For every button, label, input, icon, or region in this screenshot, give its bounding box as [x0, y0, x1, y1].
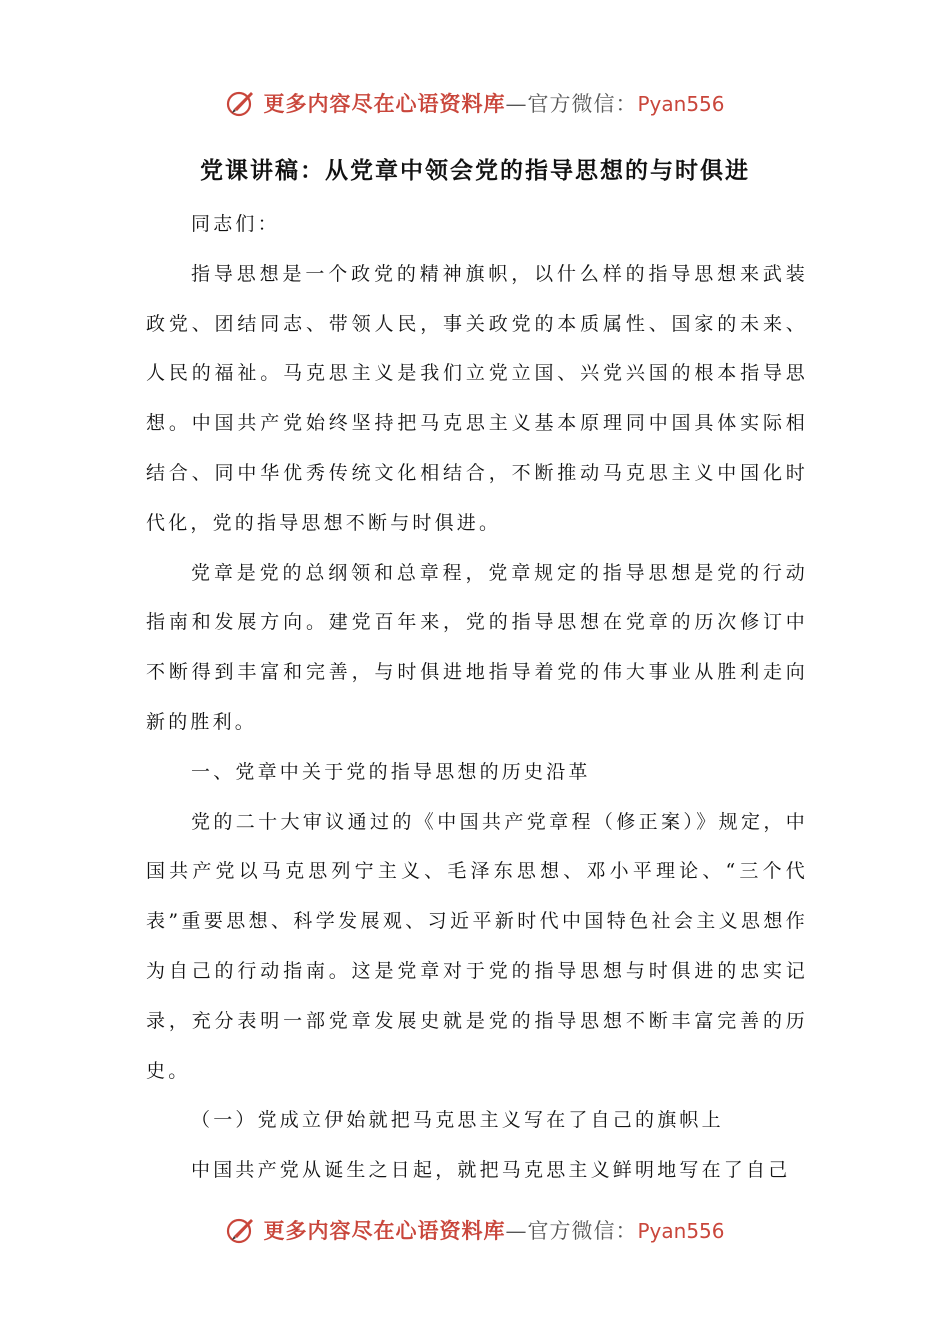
section-heading: 一、党章中关于党的指导思想的历史沿革: [191, 760, 591, 783]
greeting: 同志们：: [191, 213, 280, 235]
paragraph: 党的二十大审议通过的《中国共产党章程（修正案）》规定，中国共产党以马克思列宁主义、毛泽东思想、邓小平理论、“三个代表”重要思想、科学发展观、习近平新时代中国特色社会主义思想作为自己的行动指南。这是党章对于党的指导思想与时俱进的忠实记录，充分表明一部党章发展史就是党的指导思想不断丰富完善的历史。: [146, 810, 808, 1082]
watermark-main-text: 更多内容尽在心语资料库: [263, 91, 506, 116]
watermark-label: 官方微信：: [527, 1219, 638, 1243]
quill-logo-icon: [225, 87, 257, 119]
watermark-dash: —: [505, 1219, 528, 1243]
watermark-main-text: 更多内容尽在心语资料库: [263, 1218, 506, 1243]
watermark-id: Pyan556: [637, 1219, 725, 1243]
document-body: [146, 200, 808, 1196]
paragraph: 党章是党的总纲领和总章程，党章规定的指导思想是党的行动指南和发展方向。建党百年来，党的指导思想在党章的历次修订中不断得到丰富和完善，与时俱进地指导着党的伟大事业从胜利走向新的胜利。: [146, 561, 808, 733]
watermark-id: Pyan556: [637, 92, 725, 116]
watermark-dash: —: [505, 92, 528, 116]
paragraph: 指导思想是一个政党的精神旗帜，以什么样的指导思想来武装政党、团结同志、带领人民，事关政党的本质属性、国家的未来、人民的福祉。马克思主义是我们立党立国、兴党兴国的根本指导思想。中国共产党始终坚持把马克思主义基本原理同中国具体实际相结合、同中华优秀传统文化相结合，不断推动马克思主义中国化时代化，党的指导思想不断与时俱进。: [146, 262, 808, 534]
quill-logo-icon: [225, 1214, 257, 1246]
watermark-header: [0, 85, 950, 121]
document-title: 党课讲稿：从党章中领会党的指导思想的与时俱进: [200, 157, 750, 184]
watermark-footer: [0, 1212, 950, 1248]
paragraph: 中国共产党从诞生之日起，就把马克思主义鲜明地写在了自己: [191, 1159, 791, 1182]
watermark-label: 官方微信：: [527, 92, 638, 116]
subsection-heading: （一）党成立伊始就把马克思主义写在了自己的旗帜上: [191, 1109, 724, 1132]
